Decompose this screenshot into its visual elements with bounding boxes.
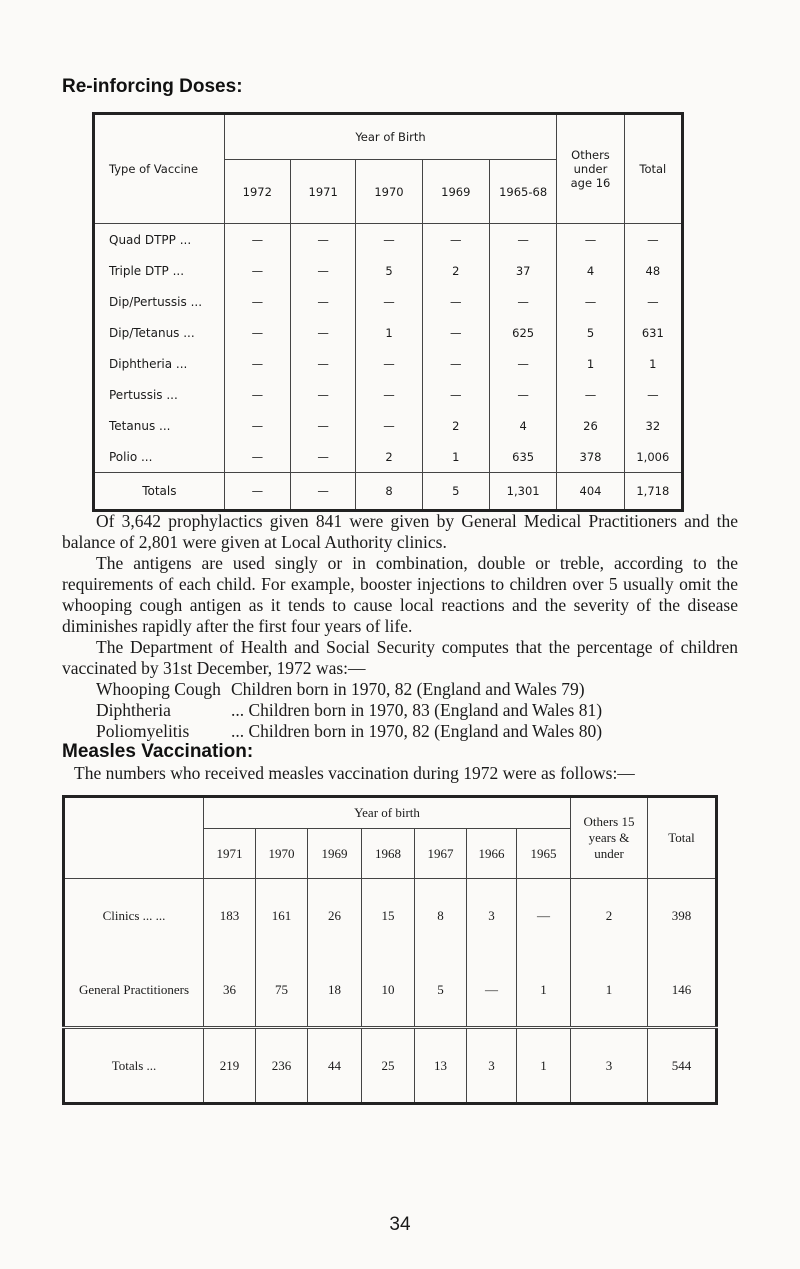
list-item	[96, 721, 602, 742]
table-cell: —	[224, 379, 290, 410]
table-cell: 5	[356, 255, 422, 286]
row-label: Tetanus ...	[109, 418, 171, 433]
row-label: Dip/Tetanus ...	[109, 325, 195, 340]
table-cell: 404	[557, 473, 624, 511]
table-cell: —	[290, 410, 355, 441]
table-cell: —	[224, 410, 290, 441]
table-cell: —	[356, 379, 422, 410]
table-cell: —	[624, 379, 682, 410]
table-cell: —	[224, 348, 290, 379]
table-cell: 1	[624, 348, 682, 379]
col-header-others-under-16: Others under age 16	[557, 114, 624, 224]
table-row	[64, 1028, 717, 1104]
table-cell: —	[356, 286, 422, 317]
row-label: Pertussis ...	[109, 387, 178, 402]
table-cell: —	[290, 473, 355, 511]
table-row	[94, 441, 683, 473]
table-cell: 5	[415, 953, 467, 1028]
table-cell: 37	[489, 255, 556, 286]
table-cell: 3	[467, 1028, 517, 1104]
section-heading-measles: Measles Vaccination:	[62, 741, 254, 762]
page-number: 34	[389, 1214, 411, 1235]
table-row	[94, 286, 683, 317]
col-header-total: Total	[648, 797, 717, 879]
table-cell: —	[224, 441, 290, 473]
table-cell: —	[467, 953, 517, 1028]
table-cell: —	[422, 224, 489, 256]
col-header-year: 1970	[256, 829, 308, 879]
row-label: Diphtheria ...	[109, 356, 188, 371]
table-cell: —	[557, 224, 624, 256]
table-cell: —	[290, 255, 355, 286]
row-label: Triple DTP ...	[109, 263, 185, 278]
row-label: Polio ...	[109, 449, 153, 464]
table-cell: —	[489, 379, 556, 410]
col-header-year: 1967	[415, 829, 467, 879]
table-cell: —	[356, 224, 422, 256]
table-cell: 2	[356, 441, 422, 473]
table-cell: —	[422, 379, 489, 410]
table-cell: 4	[557, 255, 624, 286]
table-cell: 2	[422, 255, 489, 286]
table-cell: —	[422, 286, 489, 317]
table-cell: 544	[648, 1028, 717, 1104]
table-cell: —	[290, 348, 355, 379]
table-cell: 1,006	[624, 441, 682, 473]
table-row	[94, 410, 683, 441]
disease-name: Diphtheria	[96, 700, 171, 720]
table-cell: 219	[204, 1028, 256, 1104]
list-item	[96, 700, 602, 721]
table-cell: 1,718	[624, 473, 682, 511]
table-cell: 75	[256, 953, 308, 1028]
table-cell: —	[517, 879, 571, 954]
table-cell: 2	[422, 410, 489, 441]
table-cell: 1,301	[489, 473, 556, 511]
list-item	[96, 679, 602, 700]
table-row	[94, 224, 683, 256]
table-cell: —	[224, 286, 290, 317]
table-cell: 1	[356, 317, 422, 348]
table-row	[94, 255, 683, 286]
vaccination-percentages-list	[96, 679, 602, 742]
table-cell: —	[224, 317, 290, 348]
col-header-year: 1968	[362, 829, 415, 879]
table-cell: 236	[256, 1028, 308, 1104]
col-header-year: 1971	[290, 160, 355, 224]
table-cell: 25	[362, 1028, 415, 1104]
table-row	[94, 379, 683, 410]
table-cell: —	[290, 317, 355, 348]
table-cell: 13	[415, 1028, 467, 1104]
table-cell: —	[624, 224, 682, 256]
paragraph-dhss: The Department of Health and Social Security computes that the percentage of children vaccinated by 31st December, 1972 was:—	[62, 637, 738, 678]
col-header-others-15-and-under: Others 15 years & under	[571, 797, 648, 879]
table-cell: —	[356, 348, 422, 379]
table-cell: —	[224, 255, 290, 286]
table-cell: —	[224, 473, 290, 511]
table-cell: —	[290, 224, 355, 256]
disease-detail: ... Children born in 1970, 82 (England and Wales 80)	[231, 721, 603, 741]
row-label: Quad DTPP ...	[94, 224, 225, 256]
table-cell: —	[422, 348, 489, 379]
row-label: General Practitioners	[78, 981, 190, 997]
table-cell: —	[422, 317, 489, 348]
table-row	[94, 317, 683, 348]
measles-vaccination-table	[62, 795, 718, 1105]
table-cell: 161	[256, 879, 308, 954]
row-label: Totals ...	[64, 1028, 204, 1104]
paragraph-measles: The numbers who received measles vaccination during 1972 were as follows:—	[74, 763, 635, 783]
table-cell: 8	[415, 879, 467, 954]
table-cell: 3	[467, 879, 517, 954]
table-cell: 635	[489, 441, 556, 473]
row-label: Dip/Pertussis ...	[109, 294, 203, 309]
col-header-total: Total	[624, 114, 682, 224]
paragraph-antigens: The antigens are used singly or in combination, double or treble, according to the requirements of each child. For example, booster injections to children over 5 usually omit the whooping cough antigen as it tends to cause local reactions and the severity of the disease diminishes rapidly after the first four years of life.	[62, 553, 738, 636]
table-cell: —	[557, 286, 624, 317]
table-cell: 15	[362, 879, 415, 954]
paragraph-prophylactics: Of 3,642 prophylactics given 841 were given by General Medical Practitioners and the balance of 2,801 were given at Local Authority clinics.	[62, 511, 738, 552]
table-cell: 36	[204, 953, 256, 1028]
col-header-type-of-vaccine: Type of Vaccine	[109, 162, 199, 176]
table-cell: —	[290, 441, 355, 473]
table-cell: 18	[308, 953, 362, 1028]
table-cell: 5	[557, 317, 624, 348]
table-cell: 26	[557, 410, 624, 441]
table-cell: —	[489, 348, 556, 379]
table-cell: —	[489, 224, 556, 256]
table-cell: —	[356, 410, 422, 441]
section-heading-reinforcing-doses: Re-inforcing Doses:	[62, 76, 243, 97]
disease-detail: ... Children born in 1970, 83 (England and Wales 81)	[231, 700, 603, 720]
table-cell: 1	[571, 953, 648, 1028]
table-cell: 183	[204, 879, 256, 954]
col-header-year: 1972	[224, 160, 290, 224]
col-header-year: 1970	[356, 160, 422, 224]
table-row	[94, 348, 683, 379]
table-cell: —	[557, 379, 624, 410]
table-cell: 8	[356, 473, 422, 511]
table-cell: 1	[422, 441, 489, 473]
table-cell: 146	[648, 953, 717, 1028]
table-cell: —	[290, 379, 355, 410]
table-cell: 3	[571, 1028, 648, 1104]
col-header-year: 1969	[422, 160, 489, 224]
col-header-year-of-birth: Year of Birth	[224, 114, 557, 160]
col-header-blank	[64, 797, 204, 879]
table-cell: 5	[422, 473, 489, 511]
disease-name: Whooping Cough	[96, 679, 221, 699]
table-row	[94, 473, 683, 511]
col-header-year: 1969	[308, 829, 362, 879]
table-cell: 2	[571, 879, 648, 954]
row-label: Clinics ... ...	[64, 879, 204, 954]
table-cell: 1	[517, 1028, 571, 1104]
table-row	[64, 953, 717, 1028]
table-cell: 1	[517, 953, 571, 1028]
disease-name: Poliomyelitis	[96, 721, 190, 741]
col-header-year: 1971	[204, 829, 256, 879]
table-cell: 44	[308, 1028, 362, 1104]
table-cell: —	[624, 286, 682, 317]
table-cell: 378	[557, 441, 624, 473]
table-cell: 1	[557, 348, 624, 379]
row-label: Totals	[94, 473, 225, 511]
table-cell: 398	[648, 879, 717, 954]
table-cell: —	[489, 286, 556, 317]
reinforcing-doses-table	[92, 112, 684, 512]
table-cell: 26	[308, 879, 362, 954]
table-cell: —	[224, 224, 290, 256]
col-header-year: 1965-68	[489, 160, 556, 224]
table-cell: 4	[489, 410, 556, 441]
table-cell: 32	[624, 410, 682, 441]
table-cell: 10	[362, 953, 415, 1028]
col-header-year: 1966	[467, 829, 517, 879]
table-cell: 48	[624, 255, 682, 286]
table-cell: 631	[624, 317, 682, 348]
table-cell: 625	[489, 317, 556, 348]
table-cell: —	[290, 286, 355, 317]
col-header-year-of-birth: Year of birth	[204, 797, 571, 829]
disease-detail: Children born in 1970, 82 (England and Wales 79)	[231, 679, 585, 699]
col-header-year: 1965	[517, 829, 571, 879]
table-row	[64, 879, 717, 954]
